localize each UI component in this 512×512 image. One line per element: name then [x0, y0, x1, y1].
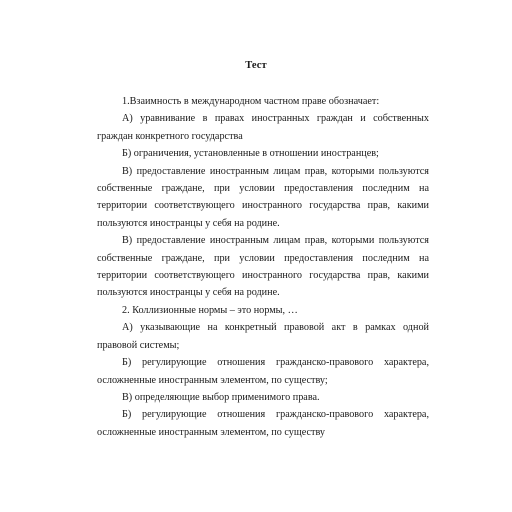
- answer-2a: А) указывающие на конкретный правовой акт в рамках одной правовой системы;: [97, 322, 429, 351]
- document-body: [97, 93, 429, 441]
- question-2: 2. Коллизионные нормы – это нормы, …: [122, 304, 298, 316]
- answer-2b-repeat: Б) регулирующие отношения гражданско-правового характера, осложненные иностранным элементом, по существу: [97, 409, 429, 438]
- answer-2b: Б) регулирующие отношения гражданско-правового характера, осложненные иностранным элементом, по существу;: [97, 357, 429, 386]
- answer-1c: В) предоставление иностранным лицам прав, которыми пользуются собственные граждане, при условии предоставления последним на территории соответствующего иностранного государства прав, какими пользуются иностранцы у себя на родине.: [97, 165, 429, 229]
- document-title: Тест: [245, 60, 267, 71]
- question-1: 1.Взаимность в международном частном праве обозначает:: [122, 96, 380, 107]
- answer-1a: А) уравнивание в правах иностранных граждан и собственных граждан конкретного государства: [97, 113, 429, 142]
- answer-1c-repeat: В) предоставление иностранным лицам прав, которыми пользуются собственные граждане, при условии предоставления последним на территории соответствующего иностранного государства прав, какими пользуются иностранцы у себя на родине.: [97, 235, 429, 299]
- answer-2c: В) определяющие выбор применимого права.: [122, 391, 320, 403]
- answer-1b: Б) ограничения, установленные в отношении иностранцев;: [122, 148, 379, 160]
